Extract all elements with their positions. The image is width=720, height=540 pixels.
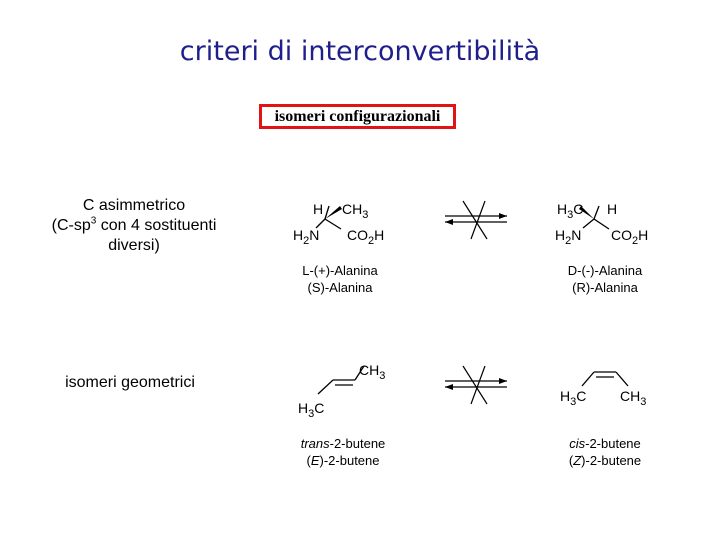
atom-h2n: $H_2N$ (555, 227, 582, 247)
geometric-isomers-label: isomeri geometrici (65, 374, 195, 391)
label-line-2: ($C-sp^3$ con 4 sostituenti (51, 215, 217, 234)
atom-h: H (313, 201, 324, 217)
atom-ch3: $CH_3$ (620, 388, 647, 408)
crossed-equilibrium-arrow-icon (441, 362, 513, 408)
l-alanine-caption: L-(+)-Alanina (S)-Alanina (302, 263, 378, 295)
atom-h3c: $H_3C$ (298, 400, 325, 420)
label-line-3: diversi) (108, 237, 160, 254)
atom-ch3: $CH_3$ (359, 362, 386, 382)
l-alanine-structure (285, 195, 395, 250)
cis-2-butene-caption: cis-2-butene (Z)-2-butene (568, 436, 642, 468)
atom-co2h: $CO_2H$ (347, 227, 385, 247)
section-label-box: isomeri configurazionali (259, 104, 456, 129)
atom-h: H (607, 201, 618, 217)
atom-h2n: $H_2N$ (293, 227, 320, 247)
d-alanine-structure (551, 195, 661, 250)
trans-2-butene-structure (295, 356, 405, 418)
atom-h3c: $H_3C$ (560, 388, 587, 408)
d-alanine-caption: D-(-)-Alanina (R)-Alanina (567, 263, 643, 295)
page-title: criteri di interconvertibilità (179, 36, 541, 67)
label-line-1: C asimmetrico (82, 197, 186, 214)
crossed-equilibrium-arrow-icon (441, 197, 513, 243)
atom-h3c: $H_3C$ (557, 201, 584, 221)
cis-2-butene-structure (556, 362, 666, 412)
trans-2-butene-caption: trans-2-butene (E)-2-butene (300, 436, 386, 468)
asymmetric-carbon-label (34, 196, 234, 256)
atom-co2h: $CO_2H$ (611, 227, 649, 247)
atom-ch3: $CH_3$ (342, 201, 369, 221)
